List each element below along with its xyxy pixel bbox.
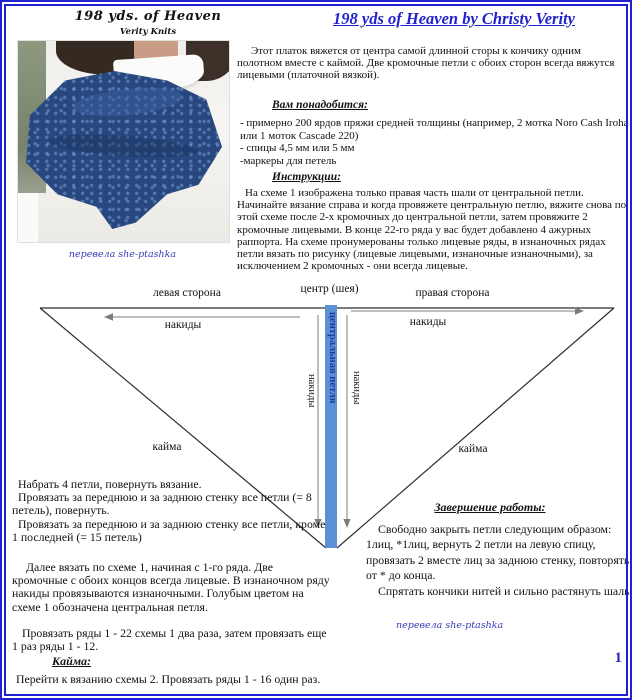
cast-on-step: Набрать 4 петли, повернуть вязание. [18, 477, 202, 491]
diagram-label-yarnovers-right: накиды [409, 316, 447, 328]
finishing-paragraph: Свободно закрыть петли следующим образом: 1лиц, *1лиц, вернуть 2 петли на левую спицу, провязать 2 вместе лиц за заднюю стенку, повторять от * до конца. [366, 522, 630, 583]
materials-heading: Вам понадобится: [272, 99, 368, 111]
diagram-label-center-neck: центр (шея) [300, 283, 359, 295]
page-title: 198 yds of Heaven by Christy Verity [333, 9, 575, 28]
materials-item: - примерно 200 ярдов пряжи средней толщины (например, 2 мотка Noro Cash Iroha или 1 моток Cascade 220) [240, 117, 629, 142]
cast-on-step: Провязать за переднюю и за заднюю стенку все петли, кроме 1 последней (= 15 петель) [12, 516, 326, 544]
cast-on-steps [12, 478, 334, 544]
arrow-down-right-icon [343, 315, 350, 528]
intro-paragraph: Этот платок вяжется от центра самой длинной сторы к кончику одним полотном вместе с каймой. Две кромочные петли с обоих сторон всегда вяжутся лицевыми (платочной вязкой). [237, 45, 615, 82]
translator-credit: перевела she-ptashka [68, 249, 177, 260]
diagram-label-border-left: кайма [152, 441, 182, 453]
diagram-label-left-side: левая сторона [153, 287, 221, 299]
cast-on-step: Провязать за переднюю и за заднюю стенку все петли (= 8 петель), повернуть. [12, 490, 312, 518]
border-heading: Кайма: [52, 654, 92, 668]
diagram-label-yarnovers-column-left: накиды [306, 374, 317, 408]
logo-title: 198 yds. of Heaven [74, 9, 222, 24]
diagram-label-yarnovers-column-right: накиды [351, 371, 362, 405]
diagram-label-yarnovers-left: накиды [164, 319, 202, 331]
page-number: 1 [614, 650, 622, 666]
translator-credit: перевела she-ptashka [396, 620, 504, 631]
shawl-photo [17, 40, 230, 243]
rows-paragraph: Провязать ряды 1 - 22 схемы 1 два раза, затем провязать еще 1 раз ряды 1 - 12. [12, 626, 327, 654]
diagram-label-right-side: правая сторона [415, 287, 490, 299]
materials-list [240, 117, 630, 167]
finishing-paragraphs [366, 522, 632, 599]
diagram-label-border-right: кайма [458, 443, 488, 455]
materials-item: - спицы 4,5 мм или 5 мм [240, 142, 355, 155]
materials-item: -маркеры для петель [240, 154, 337, 167]
logo-subtitle: Verity Knits [119, 27, 177, 37]
instructions-heading: Инструкции: [272, 171, 341, 183]
instructions-paragraph: На схеме 1 изображена только правая часть шали от центральной петли. Начинайте вязание справа и когда провяжете центральную петлю, вяжите снова по этой схеме после 2-х кромочных до центральной петли, затем провяжите 2 кромочные лицевыми. В конце 22-го ряда у вас будет добавлено 4 ажурных раппорта. На схеме пронумерованы только лицевые ряды, в изнаночных рядах петли вязать по рисунку (лицевые лицевыми, изнаночные изнаночными), за исключением 2 кромочных - они всегда лицевые. [237, 187, 627, 273]
border-paragraph: Перейти к вязанию схемы 2. Провязать ряды 1 - 16 один раз. [16, 672, 321, 686]
finishing-heading: Завершение работы: [434, 500, 546, 514]
diagram-label-center-stitch: центральная петля [327, 312, 338, 404]
finishing-paragraph: Спрятать кончики нитей и сильно растянуть шаль. [378, 583, 632, 598]
chart1-paragraph: Далее вязать по схеме 1, начиная с 1-го ряда. Две кромочные с обоих концов всегда лицевые. В изнаночном ряду накиды провязываются изнаночными. Голубым цветом на схеме 1 обозначена центральная петля. [12, 560, 330, 614]
